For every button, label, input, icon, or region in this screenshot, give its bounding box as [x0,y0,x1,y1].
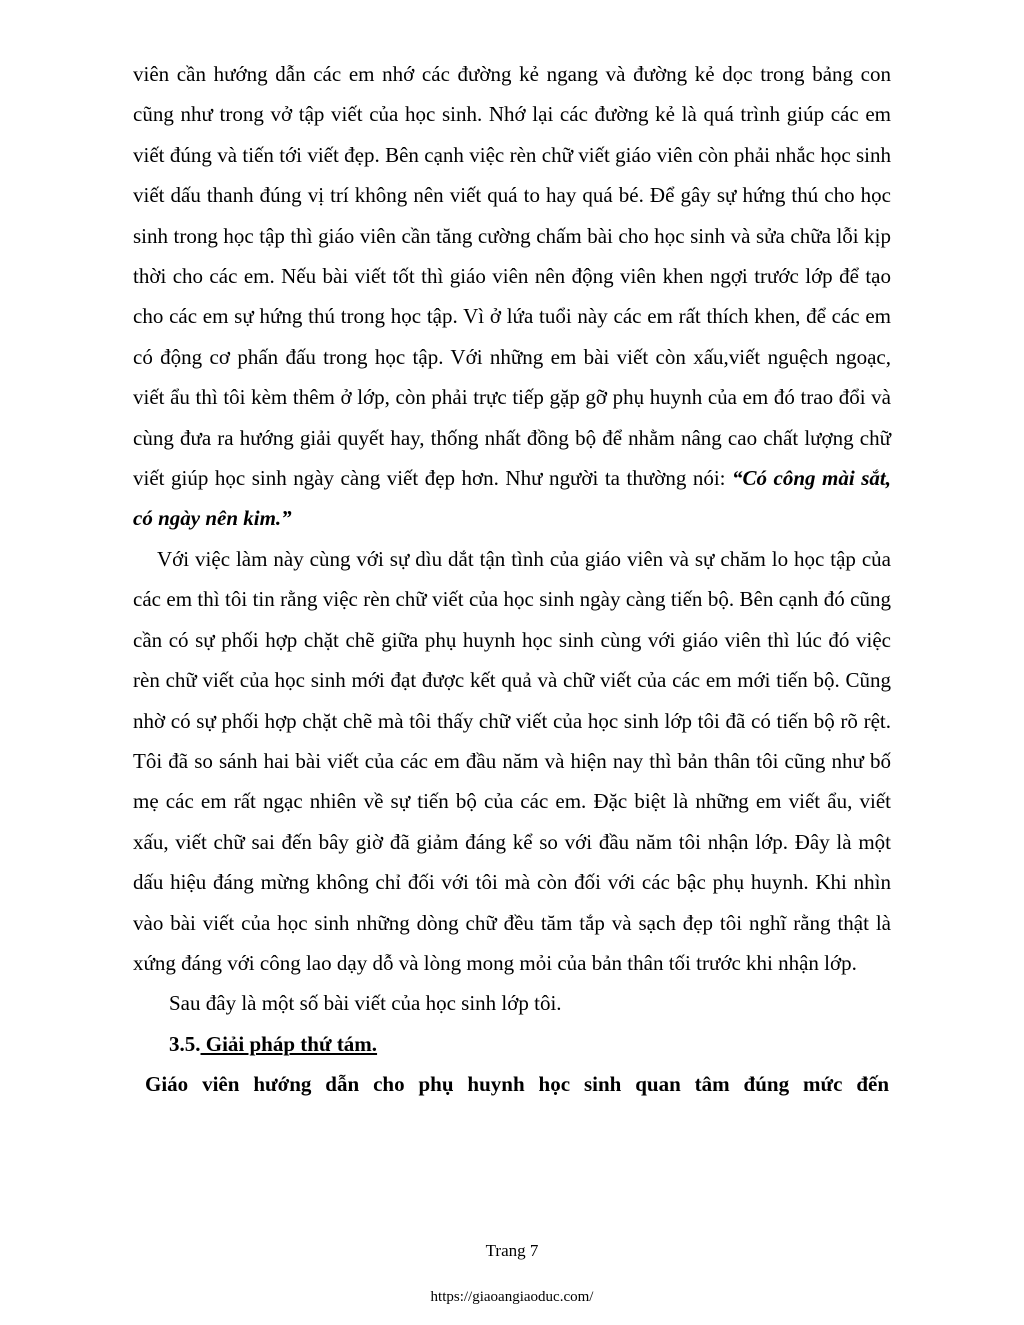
page-number: Trang 7 [485,1241,539,1260]
footer-url: https://giaoangiaoduc.com/ [430,1289,594,1305]
section-heading [133,1024,891,1064]
paragraph-2: Với việc làm này cùng với sự dìu dắt tận tình của giáo viên và sự chăm lo học tập của các em thì tôi tin rằng việc rèn chữ viết của học sinh ngày càng tiến bộ. Bên cạnh đó cũng cần có sự phối hợp chặt chẽ giữa phụ huynh học sinh cùng với giáo viên thì lúc đó việc rèn chữ viết của học sinh mới đạt được kết quả và chữ viết của các em mới tiến bộ. Cũng nhờ có sự phối hợp chặt chẽ mà tôi thấy chữ viết của học sinh lớp tôi đã có tiến bộ rõ rệt. Tôi đã so sánh hai bài viết của các em đầu năm và hiện nay thì bản thân tôi cũng như bố mẹ các em rất ngạc nhiên về sự tiến bộ của các em. Đặc biệt là những em viết ẩu, viết xấu, viết chữ sai đến bây giờ đã giảm đáng kể so với đầu năm tôi nhận lớp. Đây là một dấu hiệu đáng mừng không chỉ đối với tôi mà còn đối với các bậc phụ huynh. Khi nhìn vào bài viết của học sinh những dòng chữ đều tăm tắp và sạch đẹp tôi nghĩ rằng thật là xứng đáng với công lao dạy dỗ và lòng mong mỏi của bản thân tối trước khi nhận lớp. [133,546,891,975]
document-body [133,54,891,1105]
paragraph-1-text: viên cần hướng dẫn các em nhớ các đường kẻ ngang và đường kẻ dọc trong bảng con cũng như trong vở tập viết của học sinh. Nhớ lại các đường kẻ là quá trình giúp các em viết đúng và tiến tới viết đẹp. Bên cạnh việc rèn chữ viết giáo viên còn phải nhắc học sinh viết dấu thanh đúng vị trí không nên viết quá to hay quá bé. Để gây sự hứng thú cho học sinh trong học tập thì giáo viên cần tăng cường chấm bài cho học sinh và sửa chữa lỗi kịp thời cho các em. Nếu bài viết tốt thì giáo viên nên động viên khen ngợi trước lớp để tạo cho các em sự hứng thú trong học tập. Vì ở lứa tuổi này các em rất thích khen, để các em có động cơ phấn đấu trong học tập. Với những em bài viết còn xấu,viết nguệch ngoạc, viết ẩu thì tôi kèm thêm ở lớp, còn phải trực tiếp gặp gỡ phụ huynh của em đó trao đổi và cùng đưa ra hướng giải quyết hay, thống nhất đồng bộ để nhằm nâng cao chất lượng chữ viết giúp học sinh ngày càng viết đẹp hơn. Như người ta thường nói: [133,62,891,491]
paragraph-3: Sau đây là một số bài viết của học sinh lớp tôi. [169,991,562,1016]
section-number: 3.5. [169,1031,201,1056]
paragraph-1 [133,54,891,539]
proverb-quote: “Có công mài sắt, có ngày nên kim.” [133,466,891,531]
section-title: Giải pháp thứ tám. [200,1031,378,1056]
section-subheading: Giáo viên hướng dẫn cho phụ huynh học sinh quan tâm đúng mức đến [145,1072,889,1097]
